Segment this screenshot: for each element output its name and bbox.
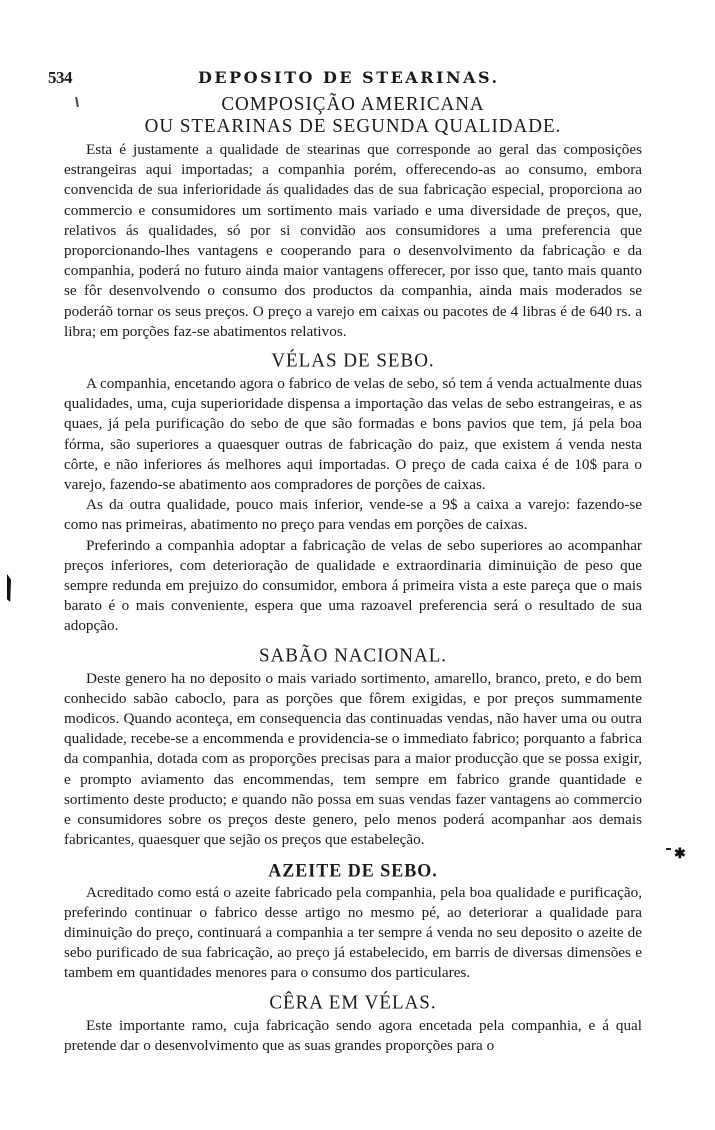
section-title: AZEITE DE SEBO. xyxy=(268,859,438,880)
paragraph: A companhia, encetando agora o fabrico de velas de sebo, só tem á venda actualmente duas qualidades, uma, cuja superioridade dispensa a importação das velas de sebo estrangeiras, e as quaes, já pela purificação do sebo de que são formadas e bons pavios que tem, já pela boa fórma, são superiores a quaesquer outras de fabricação do paiz, que existem á venda nesta côrte, e não inferiores ás melhores aqui importadas. O preço de cada caixa é de 10$ para o varejo, fazendo-se abatimento aos compradores de porções de caixas. xyxy=(64,375,642,494)
section-spacer xyxy=(64,851,642,859)
section-subtitle: OU STEARINAS DE SEGUNDA QUALIDADE. xyxy=(144,115,562,138)
paragraph: Preferindo a companhia adoptar a fabricação de velas de sebo superiores ao acompanhar preços inferiores, com deterioração de qualidade e extraordinaria diminuição de peso que sempre redunda em prejuizo do consumidor, embora á primeira vista a este pareça que o mais barato é o mais conveniente, espera que uma razoavel preferencia será o resultado de sua adopção. xyxy=(64,536,642,635)
section-azeite-de-sebo xyxy=(64,859,642,984)
paragraph: Deste genero ha no deposito o mais variado sortimento, amarello, branco, preto, e do bem conhecido sabão caboclo, para as porções que fôrem exigidas, e por preços summamente modicos. Quando aconteça, em consequencia das continuadas vendas, não haver uma ou outra qualidade, recebe-se a encommenda e providencia-se o immediato fabrico; porquanto a fabrica da companhia, dotada com as proporções precisas para a maior producção que se possa exigir, e prompto aviamento das encommendas, tem sempre em fabrico grande quantidade e sortimento deste producto; e quando não possa em suas vendas fazer vantagens ao commercio e consumidores sobre os preços deste genero, pelo menos poderá acompanhar aos demais fabricantes, quaesquer que sejão os preços que estabeleção. xyxy=(64,669,642,849)
section-title: VÉLAS DE SEBO. xyxy=(271,349,435,372)
section-velas-de-sebo xyxy=(64,350,642,637)
paragraph: Esta é justamente a qualidade de stearinas que corresponde ao geral das composições estrangeiras aqui importadas; a companhia porém, offerecendo-as ao consumo, embora convencida de sua inferioridade ás qualidades das de sua fabricação especial, proporciona ao commercio e consumidores um sortimento mais variado e uma diversidade de preços, que, relativos ás qualidades, só por si convidão aos consumidores a uma preferencia que proporcionando-lhes vantagens e cooperando para o desenvolvimento da fabricação e da companhia, poderá no futuro ainda maior vantagens offerecer, por isso que, tanto mais quanto se fôr desenvolvendo o consumo dos productos da companhia, ainda mais moderados se poderáõ tornar os seus preços. O preço a varejo em caixas ou pacotes de 4 libras é de 640 rs. a libra; em porções faz-se abatimentos relativos. xyxy=(64,141,642,340)
section-spacer xyxy=(64,984,642,992)
section-title: SABÃO NACIONAL. xyxy=(258,644,448,667)
section-composicao-americana xyxy=(64,94,642,342)
section-heading-block xyxy=(64,94,642,138)
paragraph: Este importante ramo, cuja fabricação sendo agora encetada pela companhia, e á qual pretende dar o desenvolvimento que as suas grandes proporções para o xyxy=(64,1016,642,1054)
page-number: 534 xyxy=(48,68,72,87)
paragraph: As da outra qualidade, pouco mais inferior, vende-se a 9$ a caixa a varejo: fazendo-se como nas primeiras, abatimento no preço para vendas em porções de caixas. xyxy=(64,496,642,534)
margin-ink-mark xyxy=(7,574,11,602)
page-content xyxy=(64,94,642,1056)
running-head xyxy=(48,68,648,90)
margin-ink-blot: ✱ xyxy=(674,847,686,862)
section-title: COMPOSIÇÃO AMERICANA xyxy=(221,93,485,116)
margin-dash-mark xyxy=(666,848,671,850)
section-cera-em-velas xyxy=(64,992,642,1056)
section-title: CÊRA EM VÉLAS. xyxy=(269,990,437,1014)
running-title: DEPOSITO DE STEARINAS. xyxy=(198,68,500,87)
paragraph: Acreditado como está o azeite fabricado pela companhia, pela boa qualidade e purificação, preferindo continuar o fabrico desse artigo no mesmo pé, ao deteriorar a qualidade para diminuição do preço, continuará a companhia a ter sempre á venda no seu deposito o azeite de sebo purificado de sua fabricação, ao preço já estabelecido, em barris de diversas dimensões e tambem em quantidades menores para o consumo dos particulares. xyxy=(64,883,642,982)
section-sabao-nacional xyxy=(64,645,642,851)
